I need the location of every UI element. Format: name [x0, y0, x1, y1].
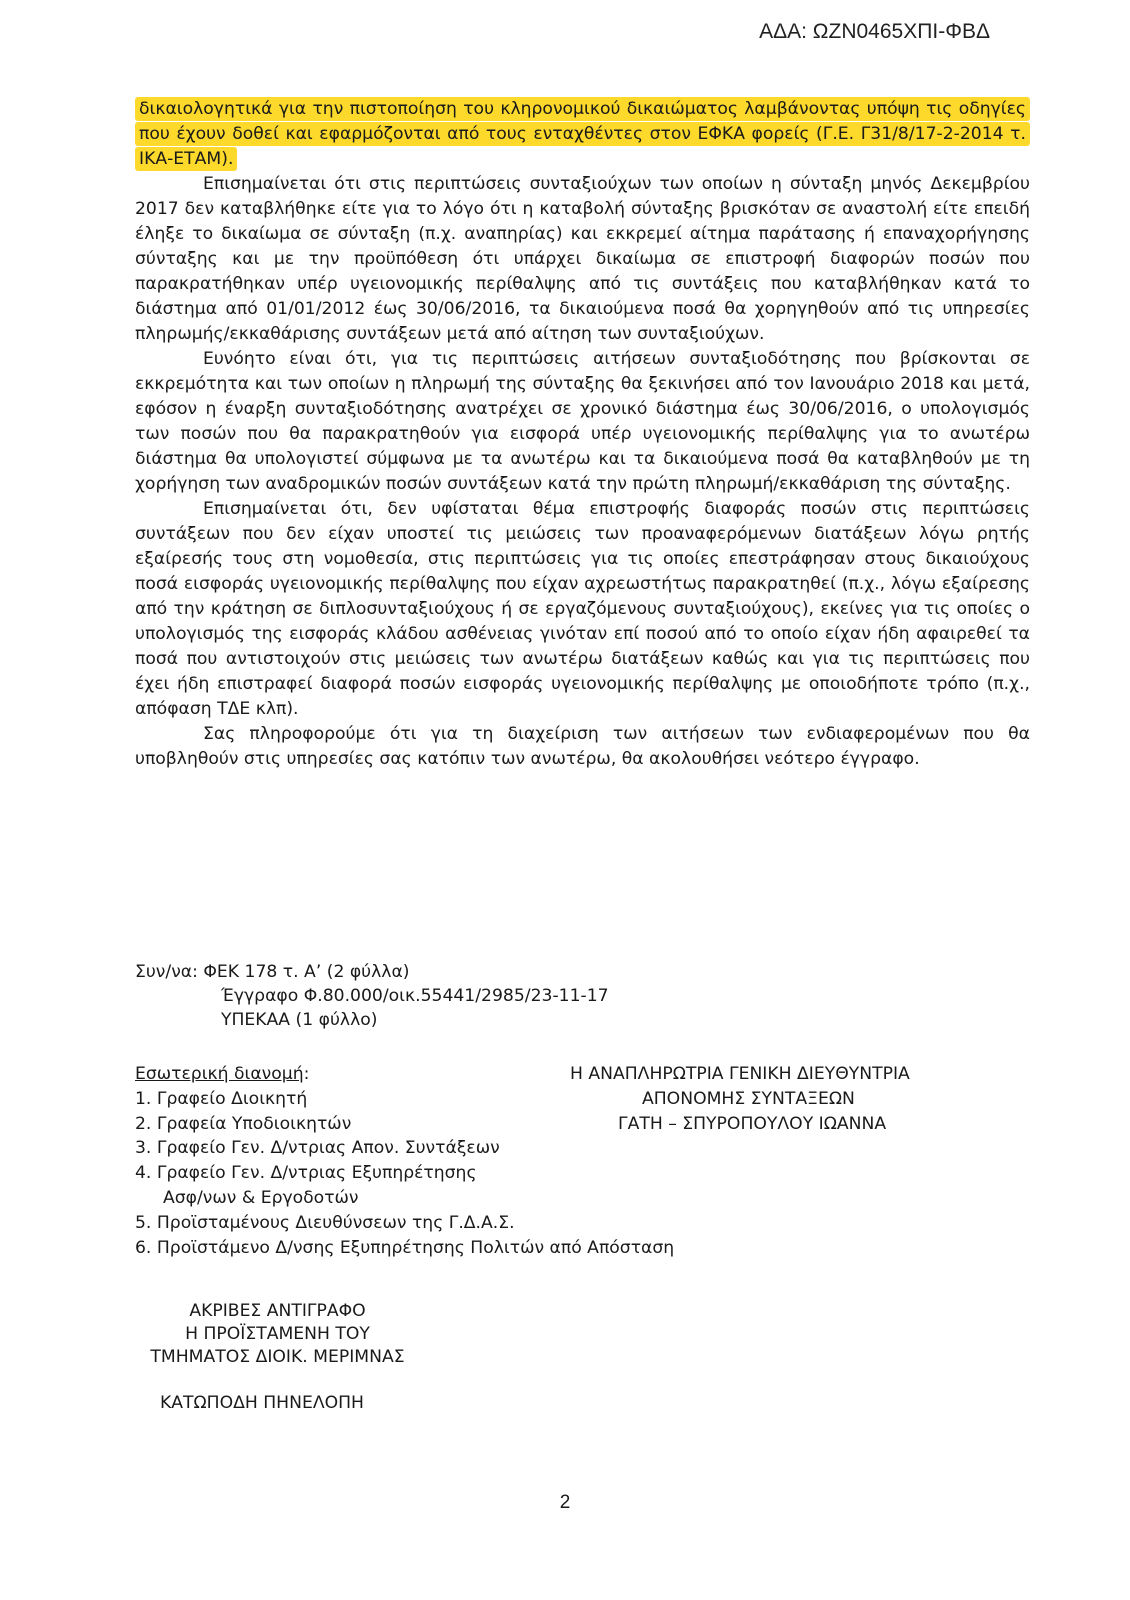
exact-copy-block: [135, 1300, 420, 1415]
distribution-colon: :: [303, 1064, 310, 1084]
attachment-item: ΦΕΚ 178 τ. Α’ (2 φύλλα): [203, 962, 410, 982]
signature-department: ΑΠΟΝΟΜΗΣ ΣΥΝΤΑΞΕΩΝ: [642, 1088, 855, 1109]
attachments-block: [135, 960, 609, 1032]
list-item: 6. Προϊστάμενο Δ/νσης Εξυπηρέτησης Πολιτών από Απόσταση: [135, 1237, 675, 1258]
page-number: 2: [559, 1492, 571, 1513]
signature-name: ΓΑΤΗ – ΣΠΥΡΟΠΟΥΛΟΥ ΙΩΑΝΝΑ: [618, 1113, 887, 1134]
list-item: 1. Γραφείο Διοικητή: [135, 1088, 308, 1109]
attachment-line-1: [135, 960, 609, 984]
list-item: 5. Προϊσταμένους Διευθύνσεων της Γ.Δ.Α.Σ.: [135, 1212, 515, 1233]
paragraph-2: Επισημαίνεται ότι στις περιπτώσεις συνταξιούχων των οποίων η σύνταξη μηνός Δεκεμβρίου 2017 δεν καταβλήθηκε είτε για το λόγο ότι η καταβολή σύνταξης βρισκόταν σε αναστολή είτε επειδή έληξε το δικαίωμα σε σύνταξη (π.χ. αναπηρίας) και εκκρεμεί αίτημα παράτασης ή επαναχορήγησης σύνταξης και με την προϋπόθεση ότι υπάρχει δικαίωμα σε επιστροφή διαφορών ποσών που παρακρατήθηκαν υπέρ υγειονομικής περίθαλψης από τις συντάξεις που καταβλήθηκαν κατά το διάστημα από 01/01/2012 έως 30/06/2016, τα δικαιούμενα ποσά θα χορηγηθούν από τις υπηρεσίες πληρωμής/εκκαθάρισης συντάξεων μετά από αίτηση των συνταξιούχων.: [135, 174, 1030, 344]
exact-copy-department: ΤΜΗΜΑΤΟΣ ΔΙΟΙΚ. ΜΕΡΙΜΝΑΣ: [150, 1347, 405, 1367]
document-body: [135, 97, 1030, 772]
distribution-title: Εσωτερική διανομή: [135, 1064, 304, 1084]
signature-title: Η ΑΝΑΠΛΗΡΩΤΡΙΑ ΓΕΝΙΚΗ ΔΙΕΥΘΥΝΤΡΙΑ: [570, 1064, 910, 1084]
list-item: 4. Γραφείο Γεν. Δ/ντριας Εξυπηρέτησης: [135, 1163, 477, 1184]
attachment-item: ΥΠΕΚΑΑ (1 φύλλο): [221, 1010, 378, 1030]
exact-copy-title: ΑΚΡΙΒΕΣ ΑΝΤΙΓΡΑΦΟ: [189, 1301, 366, 1321]
highlighted-text: δικαιολογητικά για την πιστοποίηση του κληρονομικού δικαιώματος λαμβάνοντας υπόψη τις οδηγίες που έχουν δοθεί και εφαρμόζονται από τους ενταχθέντες στον ΕΦΚΑ φορείς (Γ.Ε. Γ31/8/17-2-2014 τ. ΙΚΑ-ΕΤΑΜ).: [135, 97, 1030, 171]
attachments-label: Συν/να:: [135, 962, 204, 982]
list-item: Ασφ/νων & Εργοδοτών: [163, 1187, 359, 1208]
paragraph-highlighted: [135, 97, 1030, 172]
list-item: 3. Γραφείο Γεν. Δ/ντριας Απον. Συντάξεων: [135, 1138, 500, 1159]
exact-copy-role: Η ΠΡΟΪΣΤΑΜΕΝΗ ΤΟΥ: [185, 1324, 370, 1344]
attachment-item: Έγγραφο Φ.80.000/οικ.55441/2985/23-11-17: [221, 986, 609, 1006]
paragraph-5: Σας πληροφορούμε ότι για τη διαχείριση των αιτήσεων των ενδιαφερομένων που θα υποβληθούν στις υπηρεσίες σας κατόπιν των ανωτέρω, θα ακολουθήσει νεότερο έγγραφο.: [135, 724, 1030, 769]
paragraph-4: Επισημαίνεται ότι, δεν υφίσταται θέμα επιστροφής διαφοράς ποσών στις περιπτώσεις συντάξεων που δεν είχαν υποστεί τις μειώσεις των προαναφερόμενων διατάξεων λόγω ρητής εξαίρεσής τους στη νομοθεσία, στις περιπτώσεις για τις οποίες επεστράφησαν στους δικαιούχους ποσά εισφοράς υγειονομικής περίθαλψης που είχαν αχρεωστήτως παρακρατηθεί (π.χ., λόγω εξαίρεσης από την κράτηση σε διπλοσυνταξιούχους ή σε εργαζόμενους συνταξιούχους), εκείνες για τις οποίες ο υπολογισμός της εισφοράς κλάδου ασθένειας γινόταν επί ποσού από το οποίο είχαν ήδη αφαιρεθεί τα ποσά που αντιστοιχούν στις μειώσεις των ανωτέρω διατάξεων καθώς και για τις περιπτώσεις που έχει ήδη επιστραφεί διαφορά ποσών εισφοράς υγειονομικής περίθαλψης με οποιοδήποτε τρόπο (π.χ., απόφαση ΤΔΕ κλπ).: [135, 499, 1030, 719]
exact-copy-name: ΚΑΤΩΠΟΔΗ ΠΗΝΕΛΟΠΗ: [160, 1393, 364, 1413]
ada-code: ΑΔΑ: ΩΖΝ0465ΧΠΙ-ΦΒΔ: [759, 20, 990, 43]
signature-block: [570, 1062, 910, 1136]
list-item: 2. Γραφεία Υποδιοικητών: [135, 1113, 352, 1134]
paragraph-3: Ευνόητο είναι ότι, για τις περιπτώσεις αιτήσεων συνταξιοδότησης που βρίσκονται σε εκκρεμότητα και των οποίων η πληρωμή της σύνταξης θα ξεκινήσει από τον Ιανουάριο 2018 και μετά, εφόσον η έναρξη συνταξιοδότησης ανατρέχει σε χρονικό διάστημα έως 30/06/2016, ο υπολογισμός των ποσών που θα παρακρατηθούν για εισφορά υπέρ υγειονομικής περίθαλψης για το ανωτέρω διάστημα θα υπολογιστεί σύμφωνα με τα ανωτέρω και τα δικαιούμενα ποσά θα καταβληθούν με τη χορήγηση των αναδρομικών ποσών συντάξεων κατά την πρώτη πληρωμή/εκκαθάριση της σύνταξης.: [135, 349, 1030, 494]
